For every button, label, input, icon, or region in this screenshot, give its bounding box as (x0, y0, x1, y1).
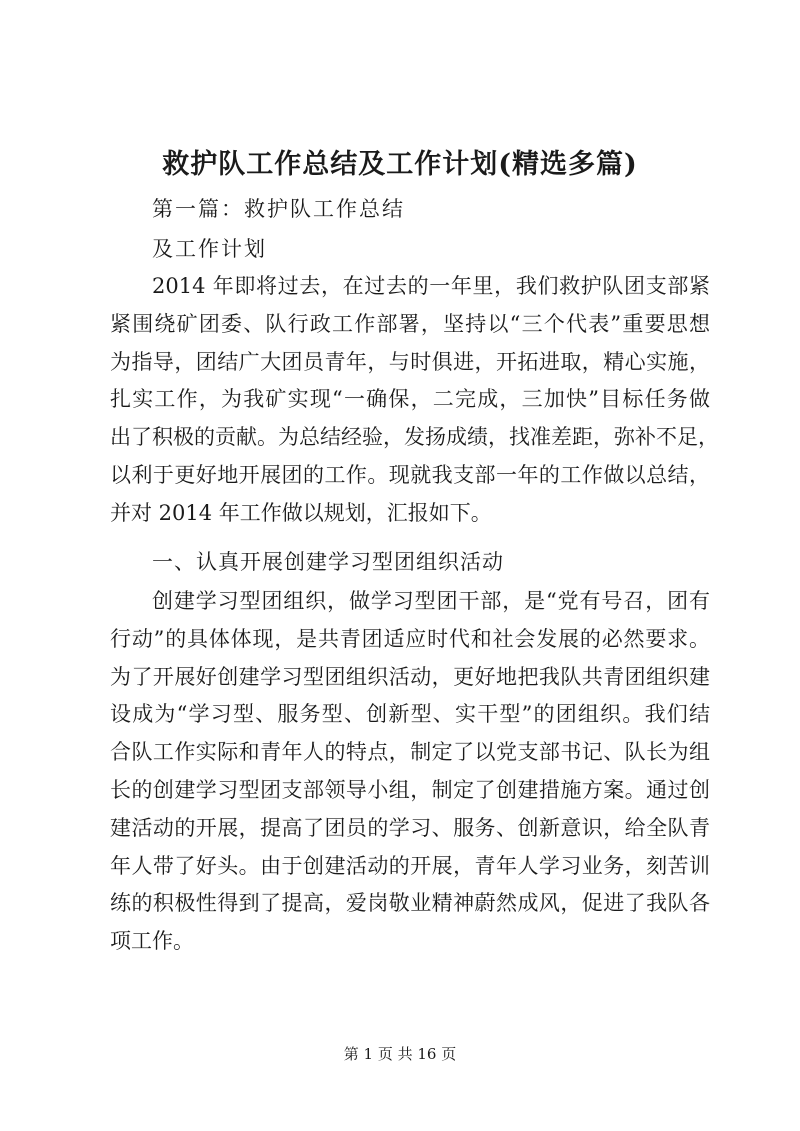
paragraph-line: 为了开展好创建学习型团组织活动，更好地把我队共青团组织建 (110, 664, 710, 689)
paragraph-line: 为指导，团结广大团员青年，与时俱进，开拓进取，精心实施， (110, 349, 710, 374)
paragraph-2 (110, 583, 710, 961)
paragraph-line: 扎实工作，为我矿实现“一确保，二完成，三加快”目标任务做 (110, 387, 710, 412)
paragraph-line: 合队工作实际和青年人的特点，制定了以党支部书记、队长为组 (110, 740, 710, 765)
paragraph-line: 年人带了好头。由于创建活动的开展，青年人学习业务，刻苦训 (110, 853, 710, 878)
paragraph-line: 并对 2014 年工作做以规划，汇报如下。 (110, 500, 492, 525)
section-heading-1: 一、认真开展创建学习型团组织活动 (152, 550, 504, 574)
document-title: 救护队工作总结及工作计划(精选多篇) (162, 149, 638, 180)
paragraph-line: 2014 年即将过去，在过去的一年里，我们救护队团支部紧 (152, 274, 710, 298)
paragraph-line: 出了积极的贡献。为总结经验，发扬成绩，找准差距，弥补不足， (110, 425, 719, 450)
paragraph-line: 以利于更好地开展团的工作。现就我支部一年的工作做以总结， (110, 462, 710, 487)
paragraph-line: 行动”的具体体现，是共青团适应时代和社会发展的必然要求。 (110, 626, 710, 651)
paragraph-line: 项工作。 (110, 929, 194, 954)
paragraph-line: 创建学习型团组织，做学习型团干部，是“党有号召，团有 (152, 589, 710, 613)
paragraph-1 (110, 268, 719, 533)
paragraph-line: 练的积极性得到了提高，爱岗敬业精神蔚然成风，促进了我队各 (110, 891, 710, 916)
paragraph-line: 紧围绕矿团委、队行政工作部署，坚持以“三个代表”重要思想 (110, 311, 710, 336)
subhead-line-1: 第一篇：救护队工作总结 (152, 197, 405, 221)
subhead-line-2: 及工作计划 (152, 237, 267, 261)
page-footer: 第 1 页 共 16 页 (343, 1045, 457, 1063)
paragraph-line: 设成为“学习型、服务型、创新型、实干型”的团组织。我们结 (110, 702, 710, 727)
paragraph-line: 建活动的开展，提高了团员的学习、服务、创新意识，给全队青 (110, 815, 710, 840)
paragraph-line: 长的创建学习型团支部领导小组，制定了创建措施方案。通过创 (110, 777, 710, 802)
